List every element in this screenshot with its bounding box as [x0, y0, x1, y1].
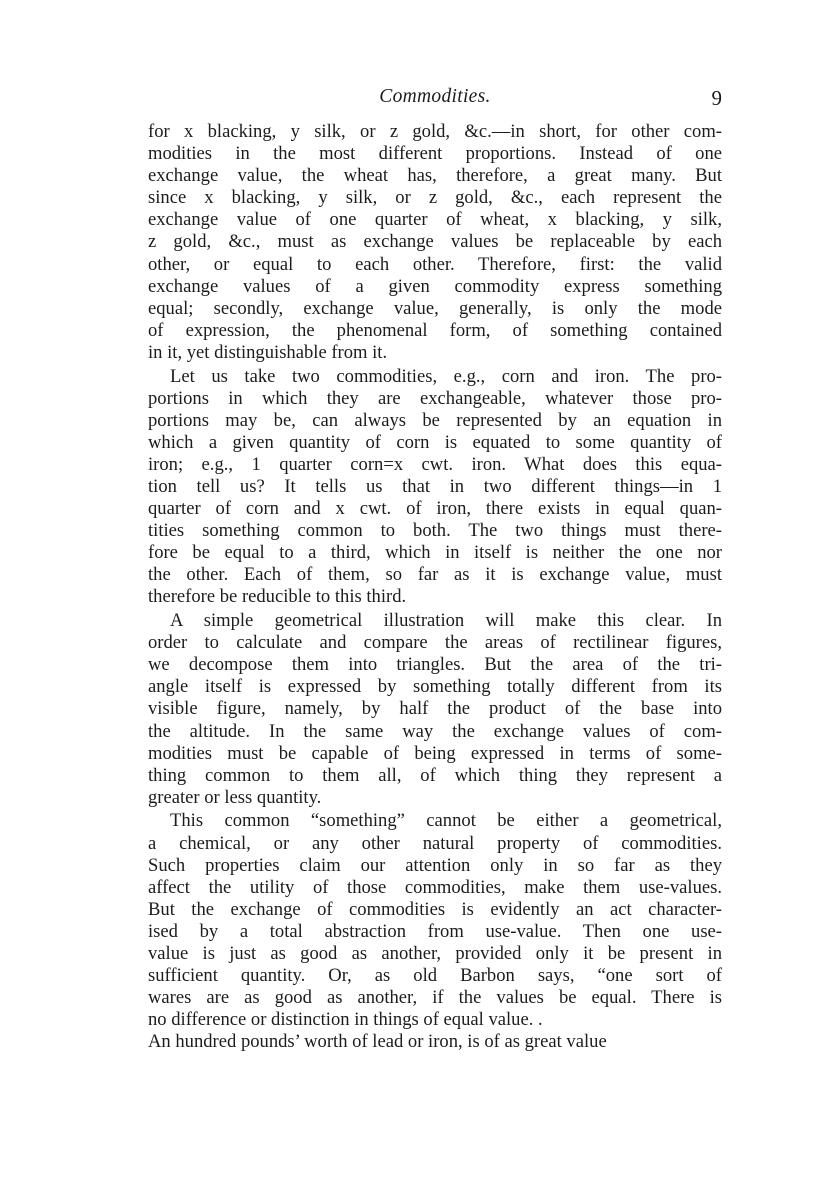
text-line: for x blacking, y silk, or z gold, &c.—in short, for other com-	[148, 121, 722, 142]
paragraph-1	[148, 121, 722, 364]
text-line: z gold, &c., must as exchange values be replaceable by each	[148, 231, 722, 253]
running-title: Commodities.	[379, 86, 491, 107]
text-line: a chemical, or any other natural property of commodities.	[148, 832, 722, 854]
text-line: value is just as good as another, provided only it be present in	[148, 942, 722, 964]
text-line: in it, yet distinguishable from it.	[148, 341, 388, 363]
text-line: exchange values of a given commodity express something	[148, 275, 722, 297]
paragraph-4	[148, 810, 722, 1053]
text-line: portions may be, can always be represented by an equation in	[148, 409, 722, 431]
text-line: other, or equal to each other. Therefore, first: the valid	[148, 253, 722, 275]
text-line: affect the utility of those commodities, make them use-values.	[148, 876, 722, 898]
text-line: sufficient quantity. Or, as old Barbon says, “one sort of	[148, 965, 722, 987]
text-line: But the exchange of commodities is evidently an act character-	[148, 898, 722, 920]
paragraph-2	[148, 366, 722, 609]
text-line: since x blacking, y silk, or z gold, &c., each represent the	[148, 187, 722, 209]
text-line: modities in the most different proportions. Instead of one	[148, 143, 722, 165]
running-head	[148, 86, 722, 112]
text-line: of expression, the phenomenal form, of something contained	[148, 319, 722, 341]
text-line: ised by a total abstraction from use-value. Then one use-	[148, 920, 722, 942]
text-line: thing common to them all, of which thing they represent a	[148, 764, 722, 786]
text-line: equal; secondly, exchange value, generally, is only the mode	[148, 297, 722, 319]
text-line: portions in which they are exchangeable, whatever those pro-	[148, 387, 722, 409]
text-line: no difference or distinction in things of equal value. .	[148, 1009, 543, 1031]
text-line: therefore be reducible to this third.	[148, 586, 407, 608]
text-line: we decompose them into triangles. But the area of the tri-	[148, 654, 722, 676]
text-line: This common “something” cannot be either a geometrical,	[170, 810, 722, 832]
text-line: angle itself is expressed by something totally different from its	[148, 676, 722, 698]
text-line: iron; e.g., 1 quarter corn=x cwt. iron. What does this equa-	[148, 453, 722, 475]
text-line: order to calculate and compare the areas of rectilinear figures,	[148, 632, 722, 654]
text-line: modities must be capable of being expressed in terms of some-	[148, 742, 722, 764]
paragraph-3	[148, 610, 722, 809]
body-text	[148, 121, 722, 1053]
page-number: 9	[711, 86, 722, 110]
text-line: the altitude. In the same way the exchange values of com-	[148, 720, 722, 742]
text-line: fore be equal to a third, which in itself is neither the one nor	[148, 542, 722, 564]
text-line: wares are as good as another, if the values be equal. There is	[148, 987, 722, 1009]
text-line: greater or less quantity.	[148, 786, 322, 808]
text-line: visible figure, namely, by half the product of the base into	[148, 698, 722, 720]
text-line: An hundred pounds’ worth of lead or iron, is of as great value	[148, 1031, 607, 1053]
text-line: Such properties claim our attention only in so far as they	[148, 854, 722, 876]
text-line: exchange value, the wheat has, therefore, a great many. But	[148, 165, 722, 187]
text-line: exchange value of one quarter of wheat, x blacking, y silk,	[148, 209, 722, 231]
text-line: quarter of corn and x cwt. of iron, there exists in equal quan-	[148, 498, 722, 520]
text-line: Let us take two commodities, e.g., corn and iron. The pro-	[170, 365, 722, 387]
text-line: tities something common to both. The two things must there-	[148, 520, 722, 542]
text-line: which a given quantity of corn is equated to some quantity of	[148, 431, 722, 453]
text-line: tion tell us? It tells us that in two different things—in 1	[148, 476, 722, 497]
text-line: A simple geometrical illustration will make this clear. In	[170, 610, 722, 632]
text-line: the other. Each of them, so far as it is exchange value, must	[148, 564, 722, 586]
